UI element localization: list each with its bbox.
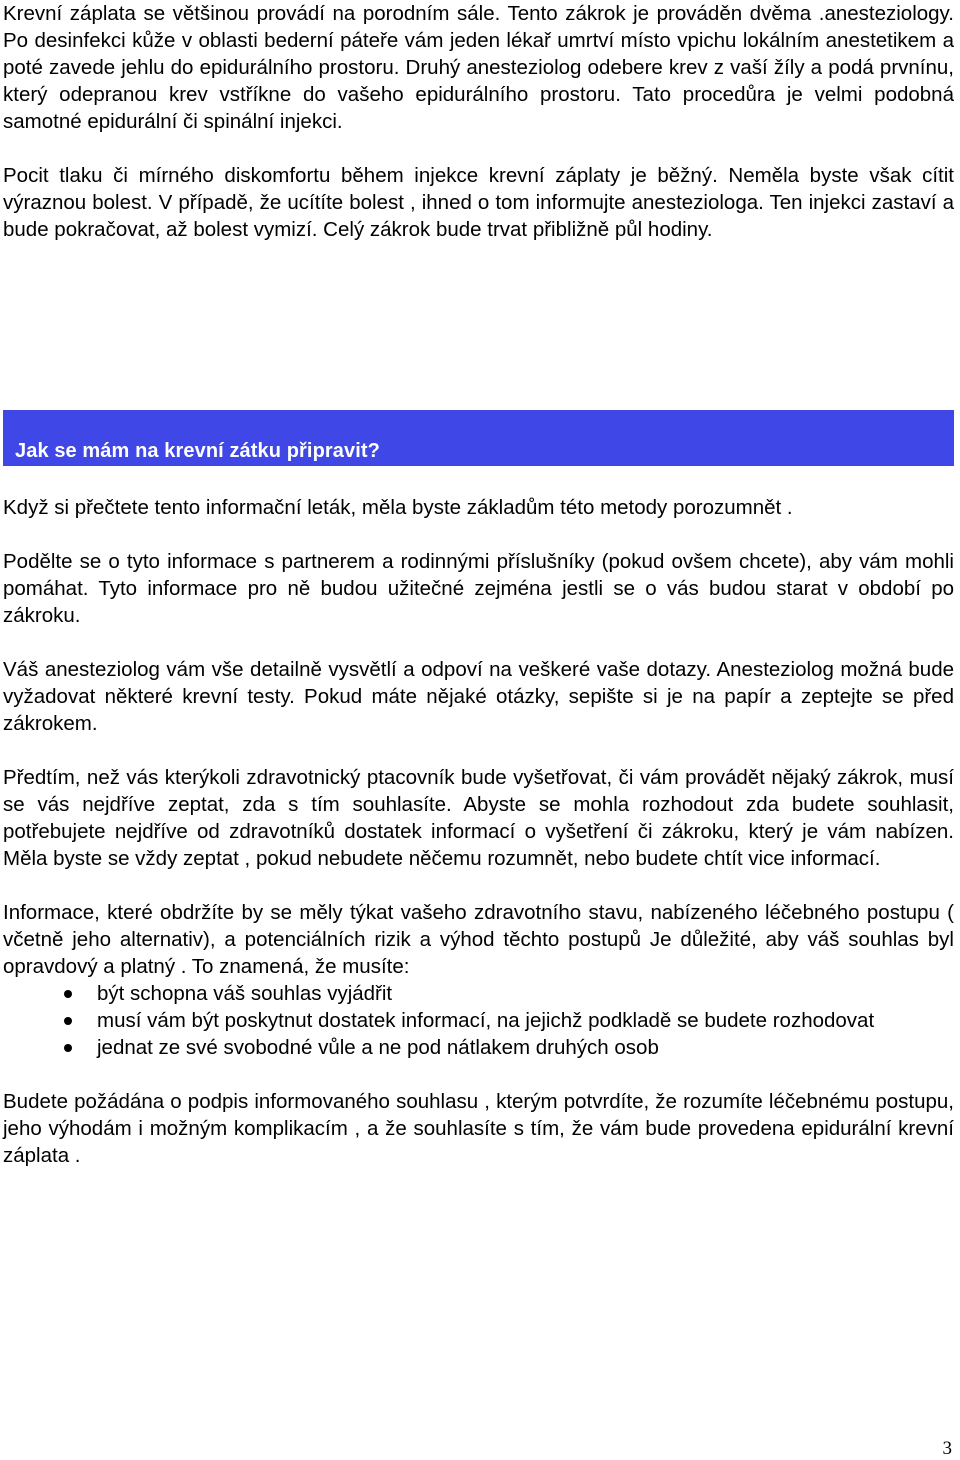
- section-heading-title: Jak se mám na krevní zátku připravit?: [15, 440, 380, 462]
- bullet-icon: [64, 1017, 72, 1025]
- list-item-text: musí vám být poskytnut dostatek informací, na jejichž podkladě se budete rozhodovat: [97, 1009, 875, 1032]
- section-heading-banner: [3, 410, 954, 466]
- top-section: [3, 0, 954, 243]
- consent-requirements-list: [3, 980, 954, 1061]
- paragraph-procedure-description: Krevní záplata se většinou provádí na porodním sále. Tento zákrok je prováděn dvěma .anesteziology. Po desinfekci kůže v oblasti bederní páteře vám jeden lékař umrtví místo vpichu lokálním anestetikem a poté zavede jehlu do epidurálního prostoru. Druhý anesteziolog odebere krev z vaší žíly a podá prvnínu, který odepranou krev vstříkne do vašeho epidurálního prostoru. Tato procedůra je velmi podobná samotné epidurální či spinální injekci.: [3, 2, 954, 133]
- paragraph-consent-required: Předtím, než vás kterýkoli zdravotnický ptacovník bude vyšetřovat, či vám provádět nějaký zákrok, musí se vás nejdříve zeptat, zda s tím souhlasíte. Abyste se mohla rozhodout zda budete souhlasit, potřebujete nejdříve od zdravotníků dostatek informací o vyšetření či zákroku, který je vám nabízen. Měla byste se vždy zeptat , pokud nebudete něčemu rozumnět, nebo budete chtít vice informací.: [3, 766, 954, 870]
- paragraph-discomfort-info: Pocit tlaku či mírného diskomfortu během injekce krevní záplaty je běžný. Neměla byste však cítit výraznou bolest. V případě, že ucítíte bolest , ihned o tom informujte anesteziologa. Ten injekci zastaví a bude pokračovat, až bolest vymizí. Celý zákrok bude trvat přibližně půl hodiny.: [3, 164, 954, 241]
- page-number: 3: [942, 1438, 952, 1459]
- list-item: [3, 1034, 954, 1061]
- list-item-text: být schopna váš souhlas vyjádřit: [97, 982, 393, 1005]
- list-item-text: jednat ze své svobodné vůle a ne pod nátlakem druhých osob: [97, 1036, 659, 1059]
- paragraph-sign-consent: Budete požádána o podpis informovaného souhlasu , kterým potvrdíte, že rozumíte léčebnému postupu, jeho výhodám i možným komplikacím , a že souhlasíte s tím, že vám bude provedena epidurální krevní záplata .: [3, 1090, 954, 1167]
- paragraph-read-leaflet: Když si přečtete tento informační leták, měla byste základům této metody porozumnět .: [3, 496, 793, 519]
- paragraph-anesthesiologist-explains: Váš anesteziolog vám vše detailně vysvětlí a odpoví na veškeré vaše dotazy. Anesteziolog možná bude vyžadovat některé krevní testy. Pokud máte nějaké otázky, sepište si je na papír a zeptejte se před zákrokem.: [3, 658, 954, 735]
- bullet-icon: [64, 990, 72, 998]
- paragraph-information-scope: Informace, které obdržíte by se měly týkat vašeho zdravotního stavu, nabízeného léčebného postupu ( včetně jeho alternativ), a potenciálních rizik a výhod těchto postupů Je důležité, aby váš souhlas byl opravdový a platný . To znamená, že musíte:: [3, 901, 954, 978]
- paragraph-share-info: Podělte se o tyto informace s partnerem a rodinnými příslušníky (pokud ovšem chcete), aby vám mohli pomáhat. Tyto informace pro ně budou užitečné zejména jestli se o vás budou starat v období po zákroku.: [3, 550, 954, 627]
- list-item: [3, 1007, 954, 1034]
- lower-section: [3, 494, 954, 1169]
- bullet-icon: [64, 1044, 72, 1052]
- list-item: [3, 980, 954, 1007]
